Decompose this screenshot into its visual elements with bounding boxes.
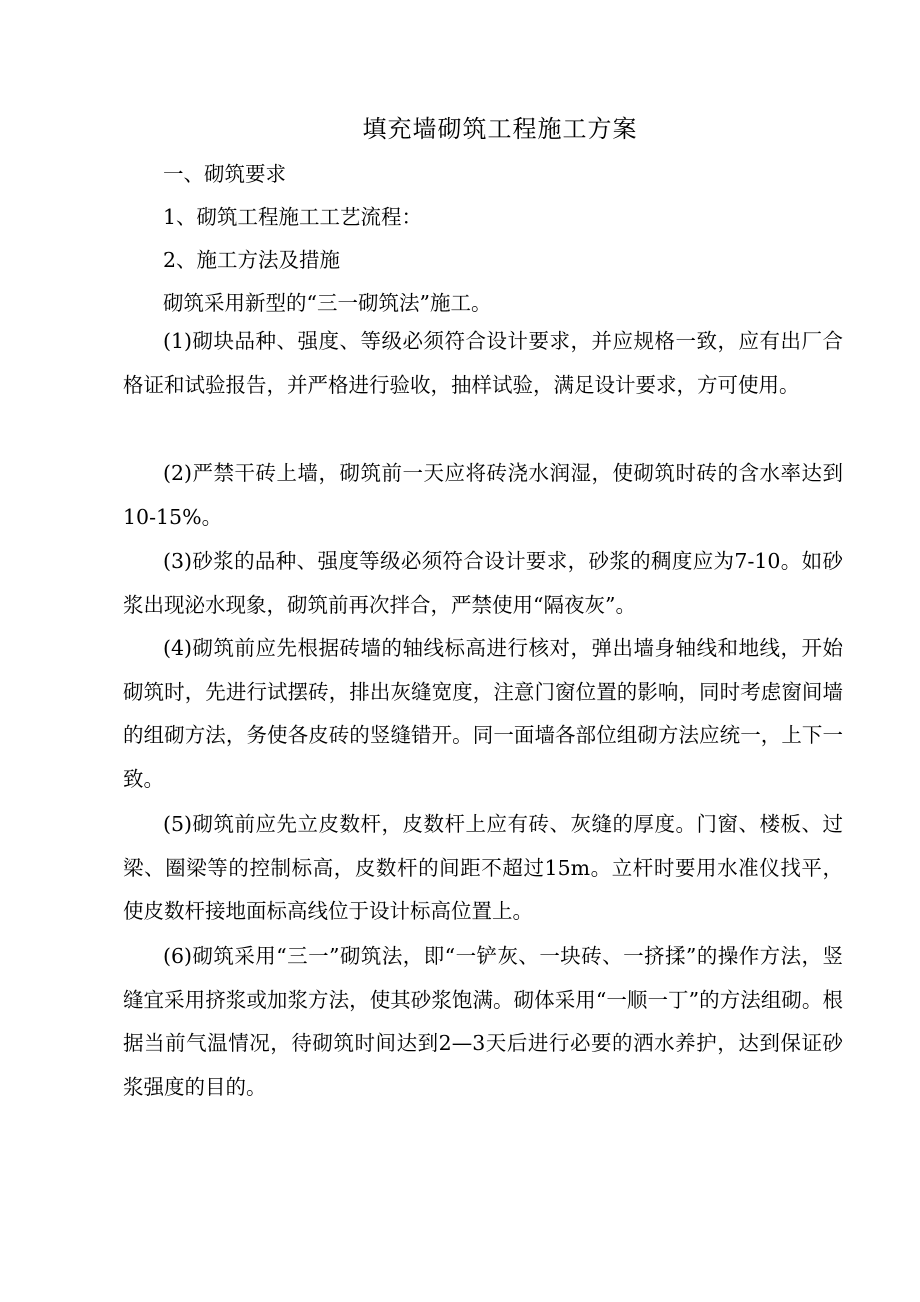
paragraph-5: (5)砌筑前应先立皮数杆，皮数杆上应有砖、灰缝的厚度。门窗、楼板、过梁、圈梁等的控制标高，皮数杆的间距不超过15m。立杆时要用水准仪找平，使皮数杆接地面标高线位于设计标高位置上。 — [123, 812, 843, 924]
section-heading: 一、砌筑要求 — [163, 162, 286, 186]
document-title: 填充墙砌筑工程施工方案 — [362, 115, 638, 143]
paragraph-4: (4)砌筑前应先根据砖墙的轴线标高进行核对，弹出墙身轴线和地线，开始砌筑时，先进行试摆砖，排出灰缝宽度，注意门窗位置的影响，同时考虑窗间墙的组砌方法，务使各皮砖的竖缝错开。同一面墙各部位组砌方法应统一，上下一致。 — [123, 636, 843, 791]
paragraph-3: (3)砂浆的品种、强度等级必须符合设计要求，砂浆的稠度应为7-10。如砂浆出现泌水现象，砌筑前再次拌合，严禁使用“隔夜灰”。 — [123, 549, 843, 617]
item-1: 1、砌筑工程施工工艺流程： — [163, 205, 423, 229]
intro-line: 砌筑采用新型的“三一砌筑法”施工。 — [163, 291, 492, 315]
paragraph-6: (6)砌筑采用“三一”砌筑法，即“一铲灰、一块砖、一挤揉”的操作方法，竖缝宜采用挤浆或加浆方法，使其砂浆饱满。砌体采用“一顺一丁”的方法组砌。根据当前气温情况，待砌筑时间达到2—3天后进行必要的洒水养护，达到保证砂浆强度的目的。 — [123, 944, 843, 1099]
item-2: 2、施工方法及措施 — [163, 248, 341, 272]
paragraph-1: (1)砌块品种、强度、等级必须符合设计要求，并应规格一致，应有出厂合格证和试验报告，并严格进行验收，抽样试验，满足设计要求，方可使用。 — [123, 329, 843, 397]
paragraph-2: (2)严禁干砖上墙，砌筑前一天应将砖浇水润湿，使砌筑时砖的含水率达到10-15%。 — [123, 461, 843, 529]
